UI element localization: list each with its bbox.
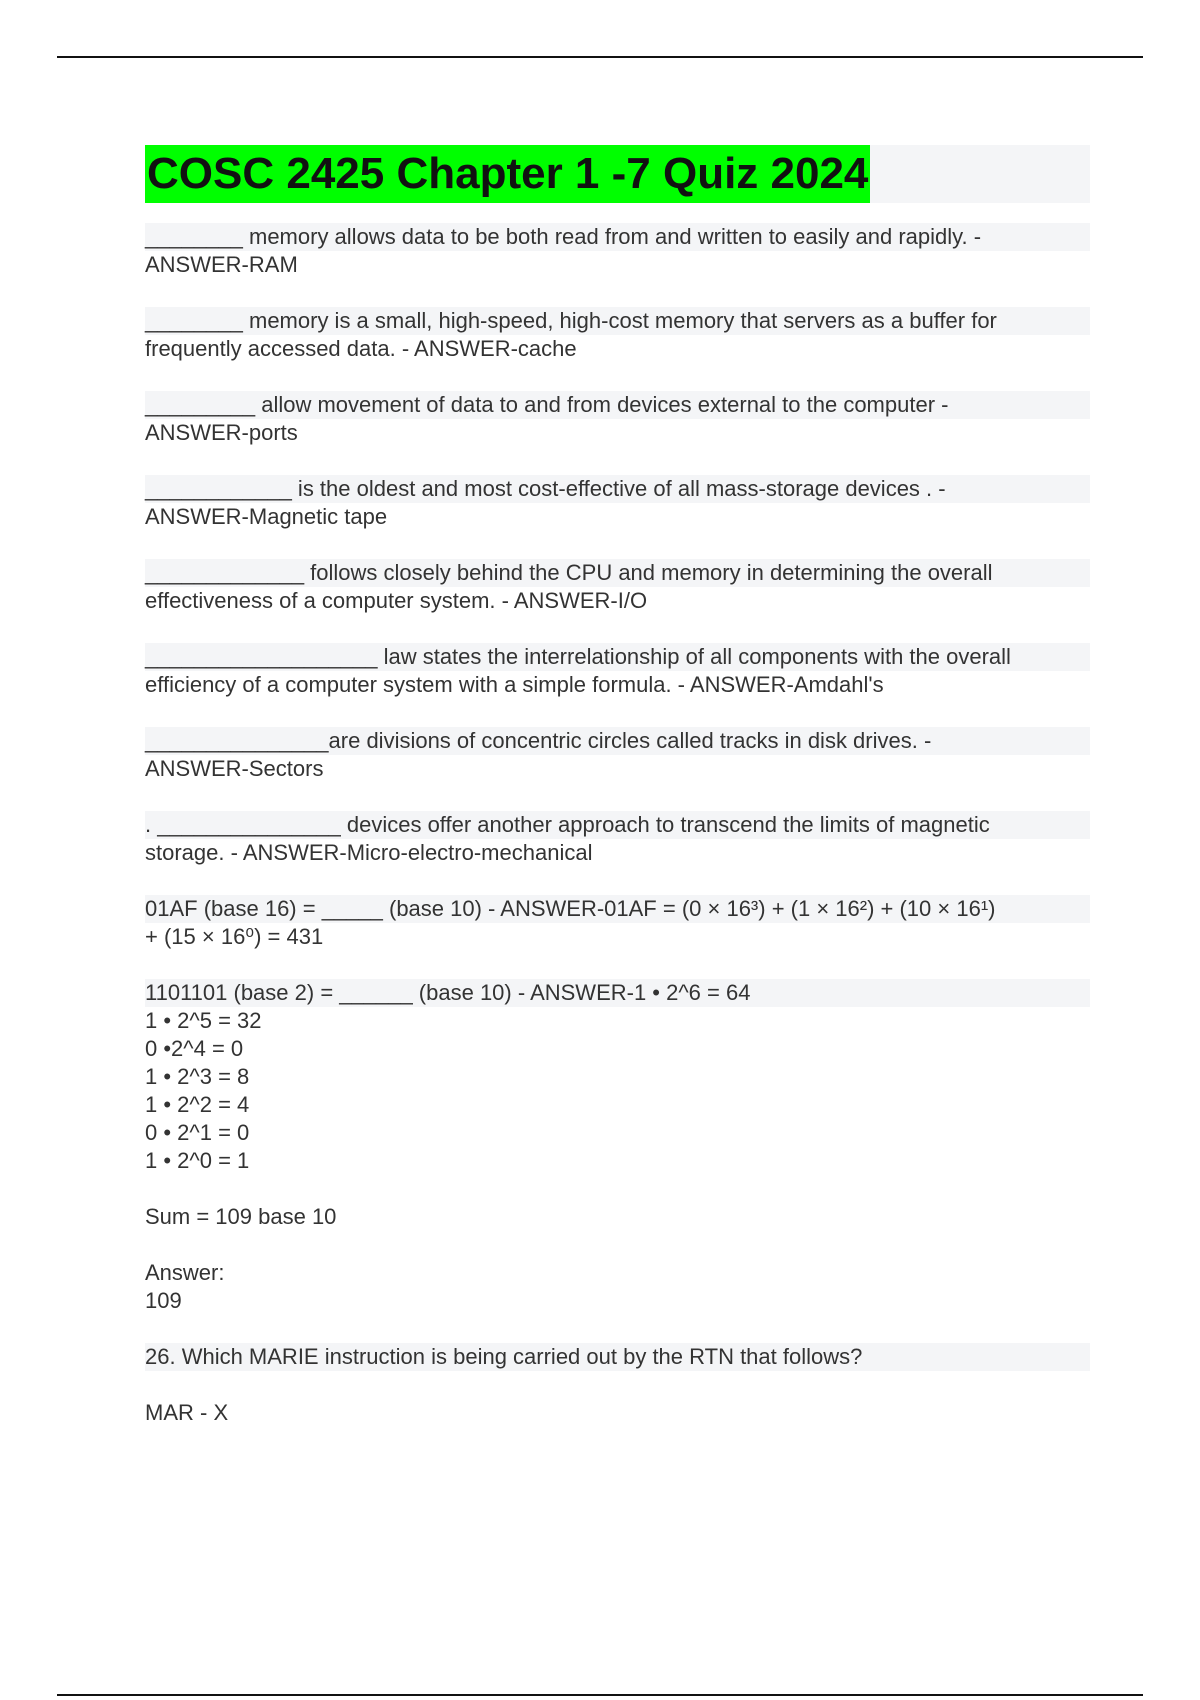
binary-line: 0 •2^4 = 0 [145,1036,244,1061]
title-bar [145,145,1090,203]
binary-line: 1 • 2^5 = 32 [145,1008,262,1033]
binary-line: 0 • 2^1 = 0 [145,1120,250,1145]
binary-conversion [145,979,1090,1315]
marie-rtn: MAR - X [145,1400,229,1425]
qa-answer: frequently accessed data. - ANSWER-cache [145,336,577,361]
qa-question: ________ memory allows data to be both read from and written to easily and rapidly. - [145,223,1090,251]
qa-question: 01AF (base 16) = _____ (base 10) - ANSWER-01AF = (0 × 16³) + (1 × 16²) + (10 × 16¹) [145,895,1090,923]
qa-item [145,307,1090,363]
qa-answer: efficiency of a computer system with a simple formula. - ANSWER-Amdahl's [145,672,884,697]
binary-line: 1 • 2^2 = 4 [145,1092,250,1117]
page-title: COSC 2425 Chapter 1 -7 Quiz 2024 [145,145,870,203]
qa-answer: ANSWER-Sectors [145,756,324,781]
qa-answer: ANSWER-RAM [145,252,298,277]
qa-item [145,811,1090,867]
qa-question: . _______________ devices offer another approach to transcend the limits of magnetic [145,811,1090,839]
qa-item [145,223,1090,279]
qa-answer: storage. - ANSWER-Micro-electro-mechanical [145,840,593,865]
qa-question: _______________are divisions of concentric circles called tracks in disk drives. - [145,727,1090,755]
qa-question: ___________________ law states the interrelationship of all components with the overall [145,643,1090,671]
qa-question: _________ allow movement of data to and from devices external to the computer - [145,391,1090,419]
qa-item [145,559,1090,615]
answer-value: 109 [145,1288,182,1313]
qa-item [145,895,1090,951]
qa-item [145,727,1090,783]
qa-answer: ANSWER-ports [145,420,298,445]
marie-question-block [145,1343,1090,1427]
document-body [145,145,1090,1427]
qa-list [145,223,1090,951]
qa-answer: + (15 × 16⁰) = 431 [145,924,324,949]
qa-question: ________ memory is a small, high-speed, high-cost memory that servers as a buffer for [145,307,1090,335]
qa-answer: effectiveness of a computer system. - ANSWER-I/O [145,588,648,613]
qa-item [145,391,1090,447]
binary-line: 1101101 (base 2) = ______ (base 10) - ANSWER-1 • 2^6 = 64 [145,979,1090,1007]
qa-question: _____________ follows closely behind the CPU and memory in determining the overall [145,559,1090,587]
answer-label: Answer: [145,1260,225,1285]
binary-sum: Sum = 109 base 10 [145,1204,337,1229]
qa-question: ____________ is the oldest and most cost-effective of all mass-storage devices . - [145,475,1090,503]
binary-line: 1 • 2^3 = 8 [145,1064,250,1089]
qa-answer: ANSWER-Magnetic tape [145,504,388,529]
bottom-rule [57,1694,1143,1696]
binary-line: 1 • 2^0 = 1 [145,1148,250,1173]
marie-question: 26. Which MARIE instruction is being carried out by the RTN that follows? [145,1343,1090,1371]
top-rule [57,56,1143,58]
qa-item [145,643,1090,699]
qa-item [145,475,1090,531]
